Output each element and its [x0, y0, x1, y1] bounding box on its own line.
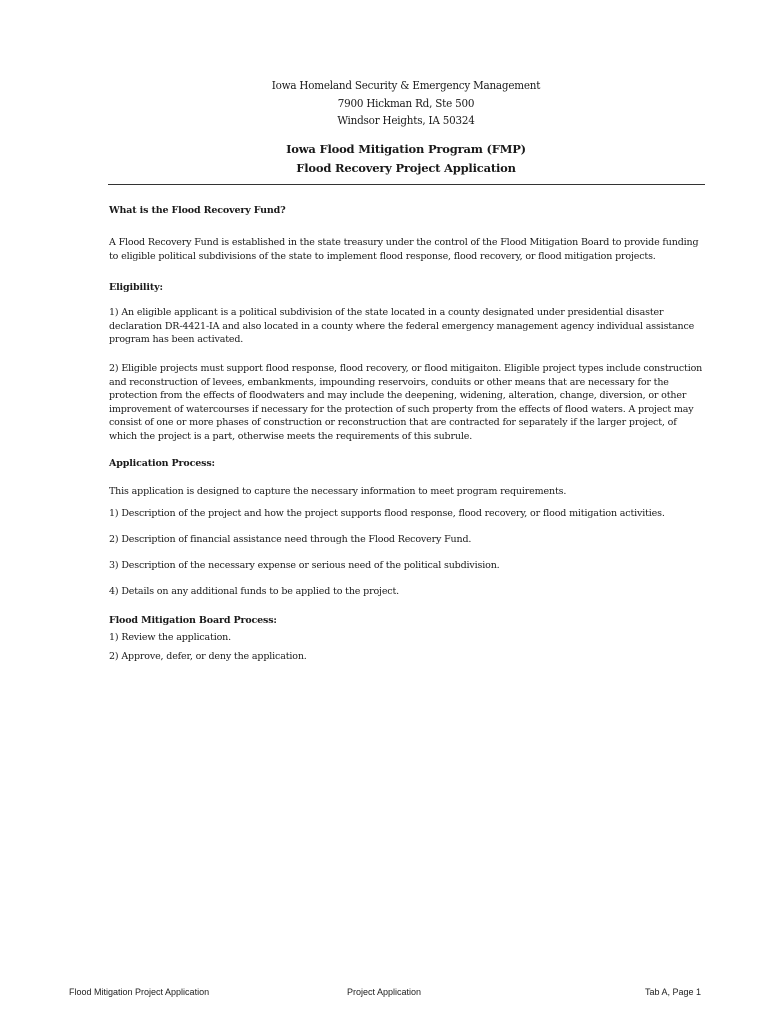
fund-heading: What is the Flood Recovery Fund?	[109, 205, 286, 216]
board-process-item-2: 2) Approve, defer, or deny the application.	[109, 651, 307, 662]
program-title: Iowa Flood Mitigation Program (FMP)	[286, 142, 526, 156]
application-process-item-3: 3) Description of the necessary expense or serious need of the political subdivision.	[109, 560, 500, 571]
application-process-item-1: 1) Description of the project and how the project supports flood response, flood recovery, or flood mitigation activities.	[109, 508, 665, 519]
eligibility-heading: Eligibility:	[109, 282, 163, 293]
eligibility-item-2: 2) Eligible projects must support flood response, flood recovery, or flood mitigaiton. Eligible project types include construction and reconstruction of levees, embankments, impounding reservoirs, conduits or other means that are necessary for the protection from the effects of floodwaters and may include the deepening, widening, alteration, change, diversion, or other improvement of watercourses if necessary for the protection of such property from the effects of flood waters. A project may consist of one or more phases of construction or reconstruction that are contracted for separately if the larger project, of which the project is a part, otherwise meets the requirements of this subrule.	[109, 363, 703, 442]
agency-city: Windsor Heights, IA 50324	[337, 113, 475, 127]
agency-street: 7900 Hickman Rd, Ste 500	[337, 95, 475, 110]
fund-paragraph: A Flood Recovery Fund is established in the state treasury under the control of the Flood Mitigation Board to provide funding to eligible political subdivisions of the state to implement flood response, flood recovery, or flood mitigation projects.	[109, 237, 699, 262]
footer-center: Project Application	[347, 987, 422, 997]
footer-page-number: Tab A, Page 1	[645, 987, 702, 997]
application-process-item-4: 4) Details on any additional funds to be applied to the project.	[109, 586, 400, 597]
application-process-heading: Application Process:	[109, 458, 215, 469]
footer-left: Flood Mitigation Project Application	[69, 987, 210, 997]
board-process-item-1: 1) Review the application.	[109, 632, 232, 643]
application-process-item-2: 2) Description of financial assistance need through the Flood Recovery Fund.	[109, 534, 472, 545]
board-process-heading: Flood Mitigation Board Process:	[109, 615, 277, 626]
title-divider	[108, 184, 705, 185]
application-process-intro: This application is designed to capture the necessary information to meet program requirements.	[109, 486, 567, 497]
agency-address-header	[0, 77, 770, 130]
agency-name: Iowa Homeland Security & Emergency Management	[271, 78, 541, 92]
application-title: Flood Recovery Project Application	[296, 160, 516, 175]
document-title	[0, 140, 770, 177]
eligibility-item-1: 1) An eligible applicant is a political subdivision of the state located in a county designated under presidential disaster declaration DR-4421-IA and also located in a county where the federal emergency management agency individual assistance program has been activated.	[109, 307, 695, 346]
